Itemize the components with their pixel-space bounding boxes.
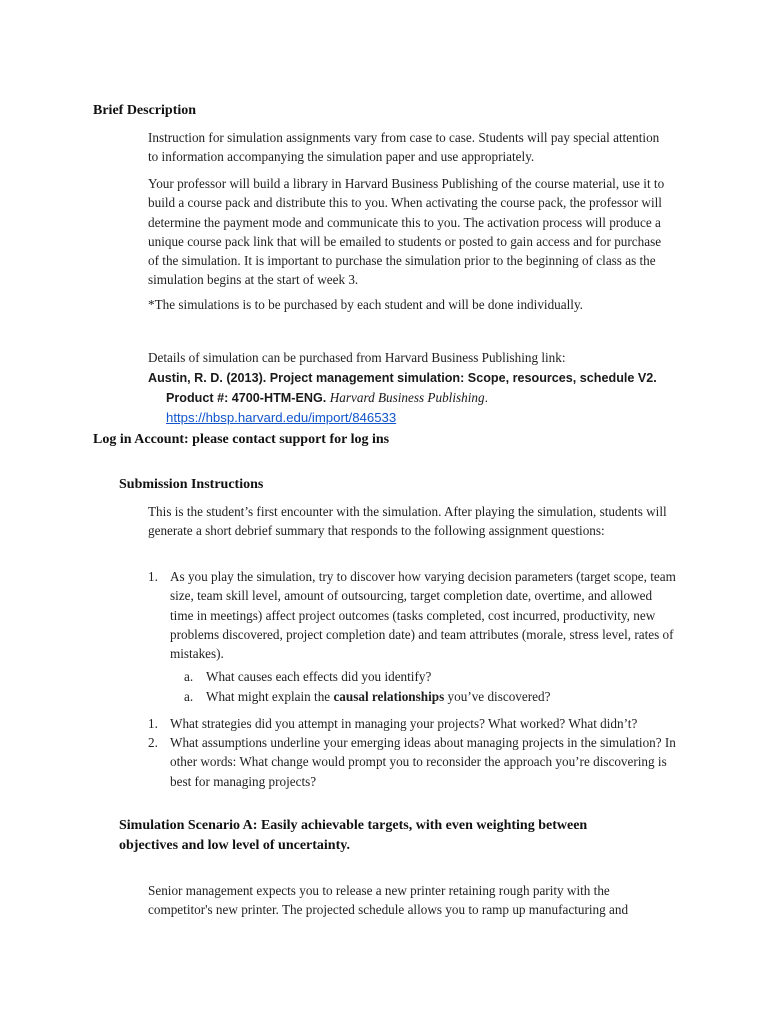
scenario-heading: Simulation Scenario A: Easily achievable targets, with even weighting between objectives and low level of uncertainty.: [119, 818, 588, 853]
sub-item-a-letter: a.: [184, 669, 194, 684]
submission-intro: This is the student’s first encounter with the simulation. After playing the simulation, students will generate a short debrief summary that responds to the following assignment questions:: [148, 504, 667, 539]
brief-paragraph-3: *The simulations is to be purchased by each student and will be done individually.: [148, 297, 583, 312]
brief-paragraph-2: Your professor will build a library in Harvard Business Publishing of the course material, use it to build a course pack and distribute this to you. When activating the course pack, the professor will determine the payment mode and communicate this to you. The activation process will produce a unique course pack link that will be emailed to students or posted to gain access and for purchase of the simulation. It is important to purchase the simulation prior to the beginning of class as the simulation begins at the start of week 3.: [148, 176, 665, 288]
brief-paragraph-1: Instruction for simulation assignments vary from case to case. Students will pay special attention to information accompanying the simulation paper and use appropriately.: [148, 130, 660, 165]
scenario-paragraph-1: Senior management expects you to release a new printer retaining rough parity with the competitor's new printer. The projected schedule allows you to ramp up manufacturing and: [148, 883, 629, 918]
sub-item-a: [184, 667, 664, 686]
citation: [148, 369, 678, 428]
list-item-2: [148, 714, 678, 733]
list-item-3: [148, 733, 678, 791]
sub-item-b-text-post: you’ve discovered?: [444, 689, 551, 704]
list-item-1-text: As you play the simulation, try to discover how varying decision parameters (target scope, team size, team skill level, amount of outsourcing, target completion date, overtime, and allowed time in meetings) affect project outcomes (tasks completed, cost incurred, productivity, new problems discovered, project completion date) and team attributes (morale, stress level, rates of mistakes).: [170, 569, 676, 662]
simulation-link[interactable]: https://hbsp.harvard.edu/import/846533: [166, 410, 397, 425]
list-item-2-text: What strategies did you attempt in managing your projects? What worked? What didn’t?: [170, 716, 638, 731]
citation-product: Product #: 4700-HTM-ENG.: [166, 391, 327, 405]
brief-description-heading: Brief Description: [93, 103, 197, 118]
citation-publisher: Harvard Business Publishing: [329, 390, 485, 405]
citation-end: .: [484, 391, 489, 405]
list-item-3-text: What assumptions underline your emerging ideas about managing projects in the simulation? In other words: What change would prompt you to reconsider the approach you’re discovering is best for managing projects?: [170, 735, 676, 789]
sub-item-b-text-pre: What might explain the: [206, 689, 334, 704]
list-item-1: [148, 567, 678, 663]
sub-item-b-bold: causal relationships: [333, 689, 445, 704]
sub-item-b-letter: a.: [184, 689, 194, 704]
citation-main: Austin, R. D. (2013). Project management simulation: Scope, resources, schedule V2.: [148, 371, 657, 385]
login-heading: Log in Account: please contact support for log ins: [93, 432, 390, 447]
sub-item-a-text: What causes each effects did you identify?: [206, 669, 432, 684]
sub-item-b: [184, 687, 664, 706]
brief-paragraph-4: Details of simulation can be purchased from Harvard Business Publishing link:: [148, 350, 566, 365]
list-item-1-number: 1.: [148, 569, 158, 584]
list-item-3-number: 2.: [148, 735, 158, 750]
list-item-2-number: 1.: [148, 716, 158, 731]
submission-heading: Submission Instructions: [119, 477, 264, 492]
